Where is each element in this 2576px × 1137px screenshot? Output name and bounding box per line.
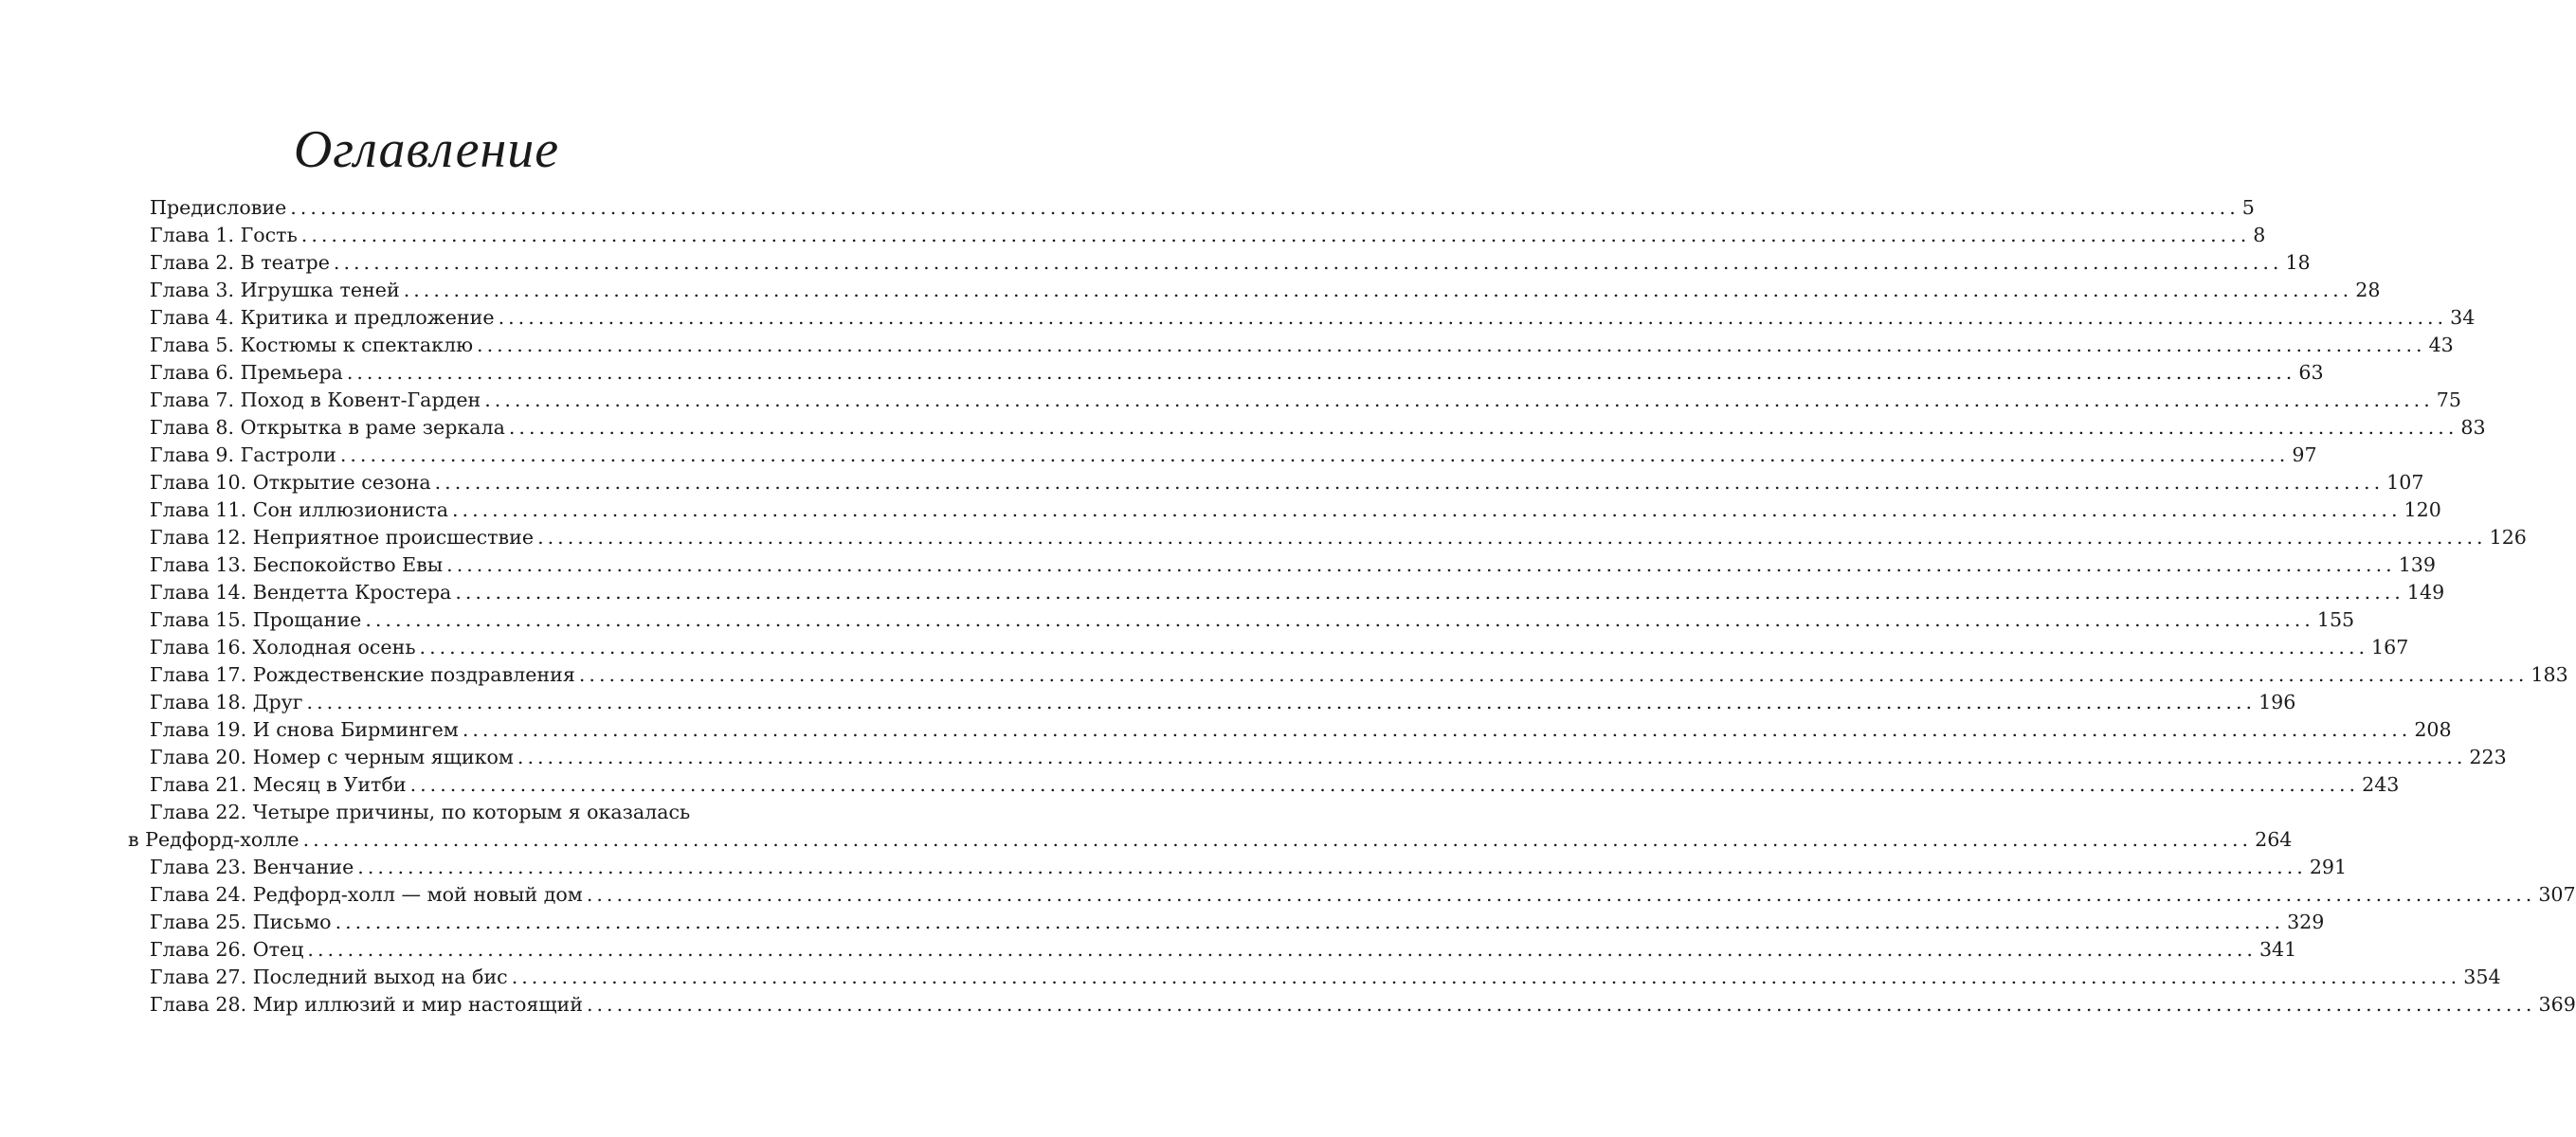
dot-leader: ................................................................................................................................................................................................... [477, 334, 2426, 356]
toc-entry [150, 716, 2452, 744]
dot-leader: ................................................................................................................................................................................................... [357, 856, 2307, 878]
toc-entry [150, 661, 2568, 689]
dot-leader: ................................................................................................................................................................................................... [300, 224, 2251, 246]
dot-leader: ................................................................................................................................................................................................... [484, 388, 2434, 411]
toc-page-number: 83 [2460, 416, 2486, 439]
toc-entry-title: Глава 28. Мир иллюзий и мир настоящий [150, 993, 583, 1016]
dot-leader: ................................................................................................................................................................................................... [586, 993, 2536, 1016]
toc-entry [150, 881, 2576, 909]
toc-page-number: 126 [2489, 526, 2527, 549]
dot-leader: ................................................................................................................................................................................................... [339, 443, 2290, 466]
toc-entry [150, 194, 2255, 222]
dot-leader: ................................................................................................................................................................................................... [586, 883, 2536, 906]
dot-leader: ................................................................................................................................................................................................... [455, 581, 2404, 604]
dot-leader: ................................................................................................................................................................................................... [511, 966, 2461, 988]
dot-leader: ................................................................................................................................................................................................... [508, 416, 2458, 439]
toc-entry-title: Глава 2. В театре [150, 251, 330, 274]
toc-page-number: 196 [2259, 691, 2296, 713]
table-of-contents [128, 194, 2576, 1019]
toc-entry [150, 799, 735, 826]
toc-page-number: 43 [2428, 334, 2454, 356]
toc-entry [150, 606, 2355, 634]
toc-entry-title: в Редфорд-холле [128, 828, 299, 851]
toc-entry-title: Глава 12. Неприятное происшествие [150, 526, 535, 549]
toc-entry-title: Глава 6. Премьера [150, 361, 343, 384]
toc-page-number: 8 [2253, 224, 2266, 246]
toc-entry [150, 909, 2325, 936]
dot-leader: ................................................................................................................................................................................................... [306, 691, 2257, 713]
toc-page-number: 34 [2450, 306, 2476, 329]
toc-entry-title: Глава 25. Письмо [150, 911, 332, 933]
toc-page-number: 18 [2285, 251, 2311, 274]
toc-page-number: 149 [2406, 581, 2445, 604]
toc-page-number: 155 [2316, 608, 2355, 631]
dot-leader: ................................................................................................................................................................................................... [498, 306, 2448, 329]
toc-entry [150, 551, 2436, 579]
toc-entry [150, 634, 2409, 661]
dot-leader: ................................................................................................................................................................................................... [434, 471, 2385, 494]
toc-entry-title: Глава 4. Критика и предложение [150, 306, 495, 329]
dot-leader: ................................................................................................................................................................................................... [346, 361, 2296, 384]
dot-leader: ................................................................................................................................................................................................... [307, 938, 2257, 961]
toc-entry [150, 991, 2576, 1019]
toc-page-number: 167 [2371, 636, 2409, 659]
toc-entry-title: Глава 16. Холодная осень [150, 636, 416, 659]
toc-entry-title: Глава 20. Номер с черным ящиком [150, 746, 514, 768]
toc-page-number: 139 [2398, 553, 2436, 576]
toc-entry-title: Глава 19. И снова Бирмингем [150, 718, 459, 741]
toc-entry-title: Глава 10. Открытие сезона [150, 471, 431, 494]
toc-entry [150, 496, 2441, 524]
toc-entry-title: Глава 5. Костюмы к спектаклю [150, 334, 474, 356]
toc-entry [150, 359, 2324, 387]
toc-entry-title: Глава 1. Гость [150, 224, 298, 246]
toc-page-number: 329 [2287, 911, 2325, 933]
toc-entry [150, 936, 2297, 964]
toc-entry-title: Предисловие [150, 196, 287, 219]
toc-entry [150, 222, 2266, 249]
toc-page-number: 5 [2241, 196, 2255, 219]
toc-entry-title: Глава 3. Игрушка теней [150, 279, 400, 301]
toc-entry [150, 689, 2296, 716]
toc-entry-title: Глава 9. Гастроли [150, 443, 336, 466]
toc-entry [150, 414, 2486, 442]
toc-entry [150, 964, 2501, 991]
toc-page-number: 208 [2414, 718, 2452, 741]
dot-leader: ................................................................................................................................................................................................... [333, 251, 2283, 274]
dot-leader: ................................................................................................................................................................................................... [409, 773, 2360, 796]
toc-entry-title: Глава 24. Редфорд-холл — мой новый дом [150, 883, 583, 906]
toc-entry-title: Глава 27. Последний выход на бис [150, 966, 508, 988]
toc-entry [150, 332, 2454, 359]
toc-page-number: 264 [2255, 828, 2293, 851]
toc-title: Оглавление [293, 120, 560, 179]
toc-entry [150, 579, 2445, 606]
toc-entry [150, 854, 2348, 881]
dot-leader: ................................................................................................................................................................................................... [517, 746, 2467, 768]
toc-entry-title: Глава 23. Венчание [150, 856, 354, 878]
toc-page-number: 243 [2362, 773, 2400, 796]
toc-entry-title: Глава 17. Рождественские поздравления [150, 663, 575, 686]
toc-entry [150, 771, 2400, 799]
dot-leader: ................................................................................................................................................................................................... [290, 196, 2240, 219]
toc-page-number: 183 [2531, 663, 2568, 686]
toc-page-number: 369 [2538, 993, 2576, 1016]
toc-entry [150, 524, 2527, 551]
toc-page-number: 63 [2298, 361, 2324, 384]
dot-leader: ................................................................................................................................................................................................... [302, 828, 2253, 851]
toc-entry-title: Глава 8. Открытка в раме зеркала [150, 416, 505, 439]
toc-entry [150, 442, 2317, 469]
toc-entry [150, 304, 2476, 332]
toc-page-number: 307 [2538, 883, 2576, 906]
toc-entry [150, 249, 2311, 277]
toc-entry-title: Глава 26. Отец [150, 938, 304, 961]
toc-page-number: 28 [2355, 279, 2381, 301]
toc-page-number: 97 [2292, 443, 2317, 466]
toc-entry-title: Глава 15. Прощание [150, 608, 362, 631]
toc-entry [150, 469, 2424, 496]
toc-page-number: 354 [2463, 966, 2501, 988]
toc-entry [150, 387, 2461, 414]
dot-leader: ................................................................................................................................................................................................... [365, 608, 2314, 631]
dot-leader: ................................................................................................................................................................................................... [335, 911, 2285, 933]
toc-page-number: 341 [2259, 938, 2297, 961]
toc-entry-title: Глава 21. Месяц в Уитби [150, 773, 407, 796]
toc-entry [150, 277, 2381, 304]
toc-entry-title: Глава 11. Сон иллюзиониста [150, 498, 448, 521]
dot-leader: ................................................................................................................................................................................................... [462, 718, 2412, 741]
dot-leader: ................................................................................................................................................................................................... [578, 663, 2529, 686]
toc-entry [128, 826, 2293, 854]
toc-entry-title: Глава 14. Вендетта Кростера [150, 581, 452, 604]
toc-entry-title: Глава 13. Беспокойство Евы [150, 553, 444, 576]
dot-leader: ................................................................................................................................................................................................... [403, 279, 2353, 301]
toc-page-number: 120 [2404, 498, 2441, 521]
toc-page-number: 107 [2386, 471, 2424, 494]
dot-leader: ................................................................................................................................................................................................... [451, 498, 2402, 521]
dot-leader: ................................................................................................................................................................................................... [419, 636, 2369, 659]
dot-leader: ................................................................................................................................................................................................... [537, 526, 2487, 549]
toc-entry [150, 744, 2507, 771]
toc-page-number: 223 [2469, 746, 2507, 768]
toc-page-number: 75 [2436, 388, 2461, 411]
toc-page-number: 291 [2309, 856, 2348, 878]
dot-leader: ................................................................................................................................................................................................... [446, 553, 2396, 576]
toc-entry-title: Глава 7. Поход в Ковент-Гарден [150, 388, 481, 411]
toc-entry-title: Глава 22. Четыре причины, по которым я оказалась [150, 801, 691, 823]
toc-entry-title: Глава 18. Друг [150, 691, 303, 713]
